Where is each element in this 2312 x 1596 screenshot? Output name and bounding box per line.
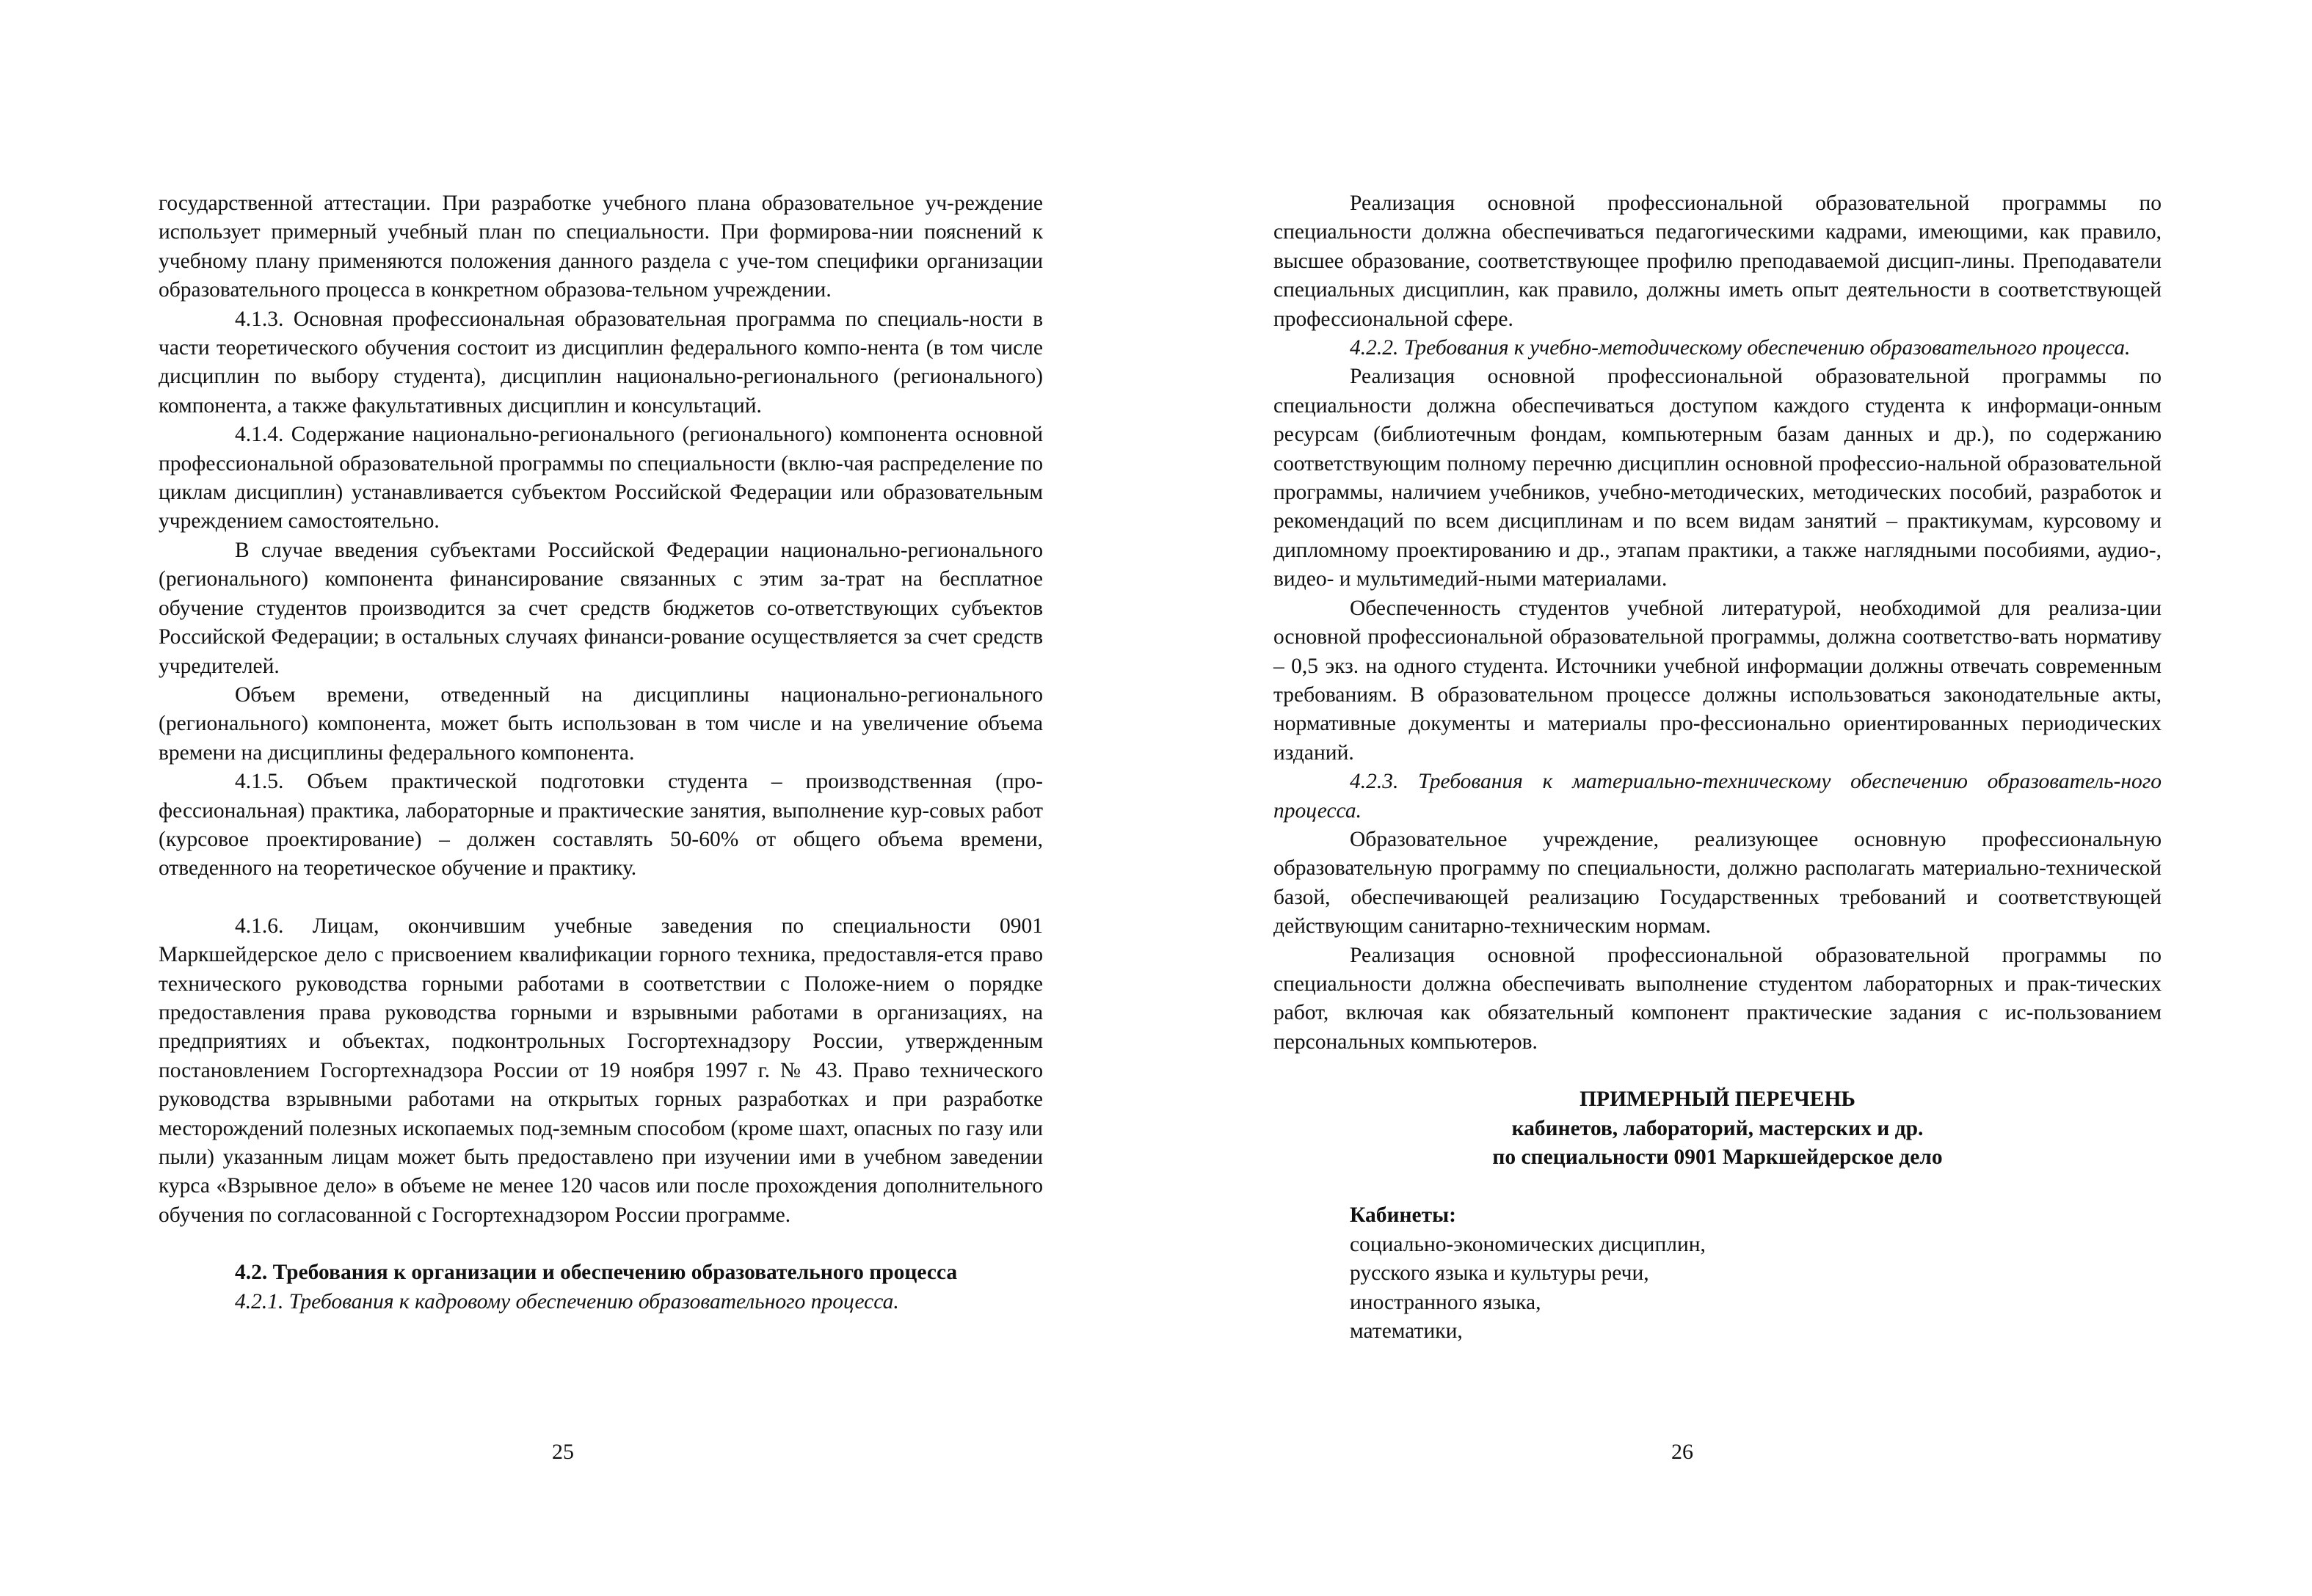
subheading-4-2-3: 4.2.3. Требования к материально-техническому обеспечению образователь-ного процесса. xyxy=(1273,770,2162,823)
paragraph-staffing: Реализация основной профессиональной образовательной программы по специальности должна обеспечиваться педагогическими кадрами, имеющими, как правило, высшее образование, соответствующее профилю преподаваемой дисцип-лины. Преподаватели специальных дисциплин, как правило, должны иметь опыт деятельности в соответствующей профессиональной сфере. xyxy=(1273,192,2162,331)
paragraph-information-access: Реализация основной профессиональной образовательной программы по специальности должна обеспечиваться доступом каждого студента к информаци-онным ресурсам (библиотечным фондам, компьютерным базам данных и др.), по содержанию соответствующим полному перечню дисциплин основной профессио-нальной образовательной программы, наличием учебников, учебно-методических, методических пособий, разработок и рекомендаций по всем дисциплинам и по всем видам занятий – практикумам, курсовому и дипломному проектированию и др., этапам практики, а также наглядными пособиями, аудио-, видео- и мультимедий-ными материалами. xyxy=(1273,365,2162,591)
cabinets-label: Кабинеты: xyxy=(1350,1203,1456,1228)
paragraph-material-base: Образовательное учреждение, реализующее основную профессиональную образовательную программу по специальности, должно располагать материально-технической базой, обеспечивающей реализацию Государственных требований и соответствующей действующим санитарно-техническим нормам. xyxy=(1273,827,2162,939)
list-item: русского языка и культуры речи, xyxy=(1350,1261,1649,1286)
paragraph-time-volume: Объем времени, отведенный на дисциплины национально-регионального (регионального) компонента, может быть использован в том числе и на увеличение объема времени на дисциплины федерального компонента. xyxy=(159,682,1043,765)
page-number: 25 xyxy=(552,1440,574,1464)
list-subtitle-specialty: по специальности 0901 Маркшейдерское дело xyxy=(1492,1145,1943,1169)
list-item: математики, xyxy=(1350,1319,1463,1344)
section-heading-4-2: 4.2. Требования к организации и обеспечению образовательного процесса xyxy=(235,1261,958,1285)
paragraph-4-1-5: 4.1.5. Объем практической подготовки студента – производственная (про-фессиональная) практика, лабораторные и практические занятия, выполнение кур-совых работ (курсовое проектирование) – должен составлять 50-60% от общего объема времени, отведенного на теоретическое обучение и практику. xyxy=(159,770,1043,881)
list-subtitle: кабинетов, лабораторий, мастерских и др. xyxy=(1511,1116,1924,1140)
left-page xyxy=(159,189,1043,1316)
subheading-4-2-1: 4.2.1. Требования к кадровому обеспечению образовательного процесса. xyxy=(235,1289,899,1313)
list-item: иностранного языка, xyxy=(1350,1290,1541,1314)
page-number: 26 xyxy=(1671,1440,1693,1464)
paragraph-4-1-6: 4.1.6. Лицам, окончившим учебные заведения по специальности 0901 Маркшейдерское дело с присвоением квалификации горного техника, предоставля-ется право технического руководства горными работами в соответствии с Положе-нием о порядке предоставления права руководства горными и взрывными работами в организациях, на предприятиях и объектах, подконтрольных Госгортехнадзору России, утвержденным постановлением Госгортехнадзора России от 19 ноября 1997 г. № 43. Право технического руководства взрывными работами на открытых горных разработках и при разработке месторождений полезных ископаемых под-земным способом (кроме шахт, опасных по газу или пыли) указанным лицам может быть предоставлено при изучении ими в учебном заведении курса «Взрывное дело» в объеме не менее 120 часов или после прохождения дополнительного обучения по согласованной с Госгортехнадзором России программе. xyxy=(159,914,1043,1227)
list-item: социально-экономических дисциплин, xyxy=(1350,1232,1706,1256)
paragraph-lab-works: Реализация основной профессиональной образовательной программы по специальности должна обеспечивать выполнение студентом лабораторных и прак-тических работ, включая как обязательный компонент практические задания с ис-пользованием персональных компьютеров. xyxy=(1273,943,2162,1054)
right-page xyxy=(1273,189,2162,1346)
paragraph-literature: Обеспеченность студентов учебной литературой, необходимой для реализа-ции основной профессиональной образовательной программы, должна соответство-вать нормативу – 0,5 экз. на одного студента. Источники учебной информации должны отвечать современным требованиям. В образовательном процессе должны использоваться законодательные акты, нормативные документы и материалы про-фессионально ориентированных периодических изданий. xyxy=(1273,596,2162,765)
paragraph-4-1-3: 4.1.3. Основная профессиональная образовательная программа по специаль-ности в части теоретического обучения состоит из дисциплин федерального компо-нента (в том числе дисциплин по выбору студента), дисциплин национально-регионального (регионального) компонента, а также факультативных дисциплин и консультаций. xyxy=(159,307,1043,418)
paragraph: государственной аттестации. При разработке учебного плана образовательное уч-реждение использует примерный учебный план по специальности. При формирова-нии пояснений к учебному плану применяются положения данного раздела с уче-том специфики организации образовательного процесса в конкретном образова-тельном учреждении. xyxy=(159,192,1043,302)
subheading-4-2-2: 4.2.2. Требования к учебно-методическому обеспечению образовательного процесса. xyxy=(1350,336,2131,360)
paragraph-4-1-4: 4.1.4. Содержание национально-регионального (регионального) компонента основной профессиональной образовательной программы по специальности (вклю-чая распределение по циклам дисциплин) устанавливается субъектом Российской Федерации или образовательным учреждением самостоятельно. xyxy=(159,423,1043,533)
list-title: ПРИМЕРНЫЙ ПЕРЕЧЕНЬ xyxy=(1579,1087,1855,1112)
paragraph-regional-financing: В случае введения субъектами Российской Федерации национально-регионального (регионального) компонента финансирование связанных с этим за-трат на бесплатное обучение студентов производится за счет средств бюджетов со-ответствующих субъектов Российской Федерации; в остальных случаях финанси-рование осуществляется за счет средств учредителей. xyxy=(159,538,1043,678)
